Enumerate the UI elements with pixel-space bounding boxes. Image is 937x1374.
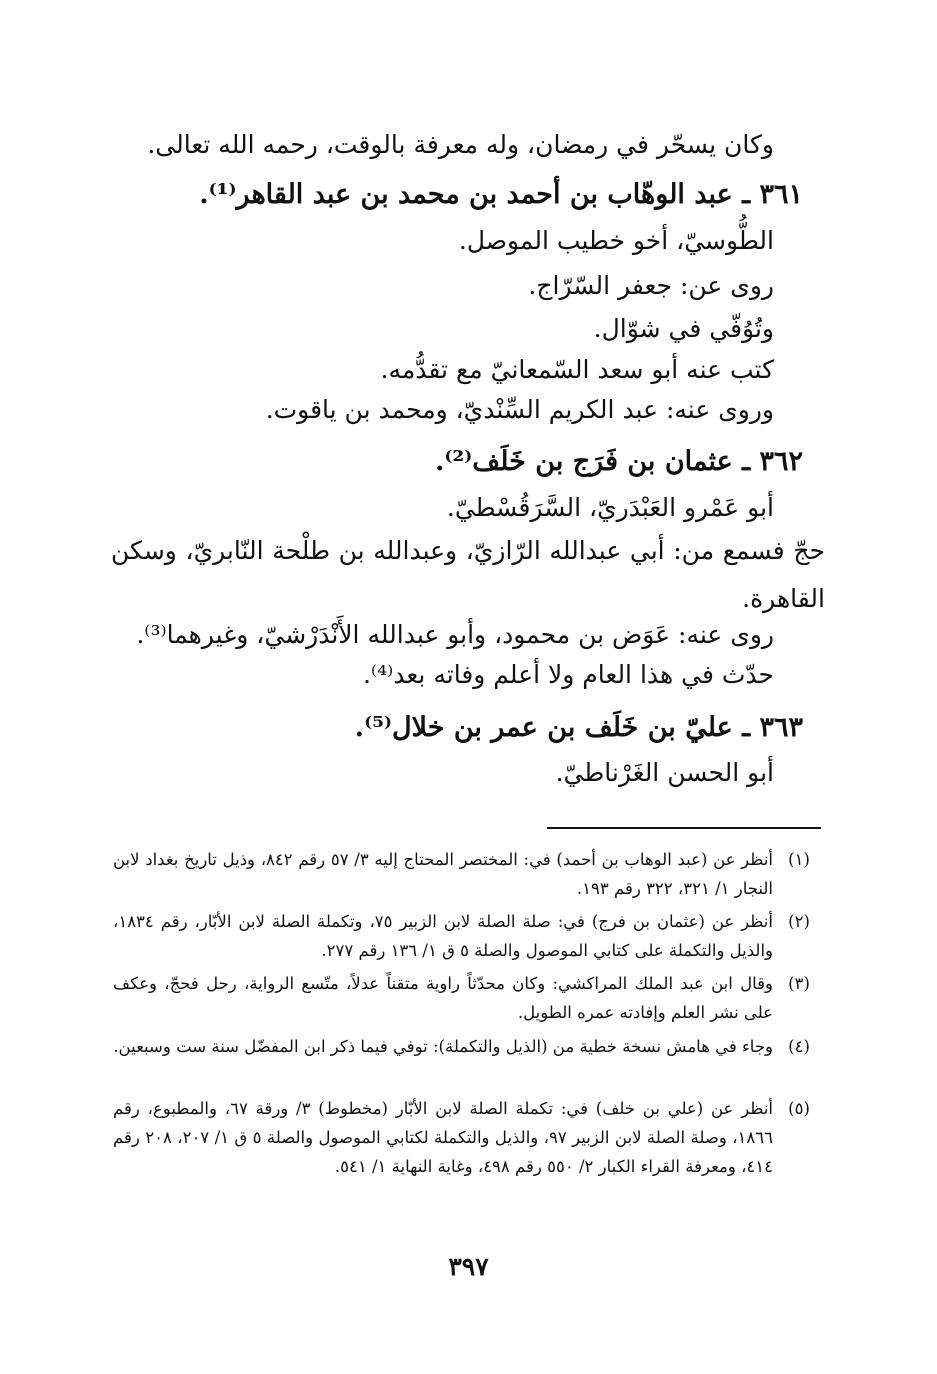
body-line-closing: وكان يسحّر في رمضان، وله معرفة بالوقت، رحمه الله تعالى. [147,130,774,159]
entry-362-heading: ٣٦٢ ـ عثمان بن فَرَج بن خَلَف⁽²⁾. [434,446,803,477]
footnote-4 [113,1032,825,1061]
footnote-text: أنظر عن (عثمان بن فرج) في: صلة الصلة لابن الزبير ٧٥، وتكملة الصلة لابن الأبّار، رقم ١٨٣٤، والذيل والتكملة على كتابي الموصول والصلة ٥ ق ١/ ١٣٦ رقم ٢٧٧. [113,912,773,960]
entry-363-heading: ٣٦٣ ـ عليّ بن خَلَف بن عمر بن خلال⁽⁵⁾. [354,712,803,743]
footnote-number: (١) [788,850,810,869]
entry-363-kunya: أبو الحسن الغَرْناطيّ. [555,758,774,787]
footnote-1 [113,845,825,903]
footnote-number: (٣) [788,974,810,993]
footnote-text: أنظر عن (عبد الوهاب بن أحمد) في: المختصر المحتاج إليه ٣/ ٥٧ رقم ٨٤٢، وذيل تاريخ بغداد لابن النجار ١/ ٣٢١، ٣٢٢ رقم ١٩٣. [113,850,773,898]
footnote-number: (٢) [788,912,810,931]
footnote-3 [113,969,825,1027]
page-number: ٣٩٧ [448,1252,489,1281]
entry-362-narrators: روى عنه: عَوَض بن محمود، وأبو عبدالله الأَنْدَرْشيّ، وغيرهما⁽³⁾. [136,620,774,649]
footnote-text: أنظر عن (علي بن خلف) في: تكملة الصلة لابن الأبّار (مخطوط) ٣/ ورقة ٦٧، والمطبوع، رقم ١٨٦٦، وصلة الصلة لابن الزبير ٩٧، والذيل والتكملة لكتابي الموصول والصلة ٥ ق ١/ ٢٠٧، ٢٠٨ رقم ٤١٤، ومعرفة القراء الكبار ٢/ ٥٥٠ رقم ٤٩٨، وغاية النهاية ١/ ٥٤١. [113,1099,774,1176]
entry-362-kunya: أبو عَمْرو العَبْدَريّ، السَّرَقُسْطيّ. [446,493,774,522]
footnote-2 [113,907,825,965]
entry-361-narrated-from: روى عن: جعفر السّرّاج. [528,271,774,300]
footnote-number: (٤) [788,1037,810,1056]
footnote-text: وجاء في هامش نسخة خطية من (الذيل والتكملة): توفي فيما ذكر ابن المفضّل سنة ست وسبعين. [113,1037,773,1056]
entry-361-heading: ٣٦١ ـ عبد الوهّاب بن أحمد بن محمد بن عبد القاهر⁽¹⁾. [199,179,803,210]
footnote-number: (٥) [788,1099,810,1118]
footnote-5 [113,1094,825,1181]
footnote-separator [547,827,821,829]
entry-361-death: وتُوُفّي في شوّال. [593,314,774,343]
entry-361-written-by: كتب عنه أبو سعد السّمعانيّ مع تقدُّمه. [380,355,774,384]
entry-361-nisba: الطُّوسيّ، أخو خطيب الموصل. [458,226,774,255]
footnote-text: وقال ابن عبد الملك المراكشي: وكان محدّثاً راوية متقناً عدلاً، متّسع الرواية، رحل فحجّ، وعكف على نشر العلم وإفادته عمره الطويل. [113,974,773,1022]
entry-362-note: حدّث في هذا العام ولا أعلم وفاته بعد⁽⁴⁾. [362,660,774,689]
entry-362-travel: حجّ فسمع من: أبي عبدالله الرّازيّ، وعبدالله بن طلْحة النّابريّ، وسكن القاهرة. [111,536,825,613]
entry-361-narrators: وروى عنه: عبد الكريم السِّنْديّ، ومحمد بن ياقوت. [265,395,774,424]
